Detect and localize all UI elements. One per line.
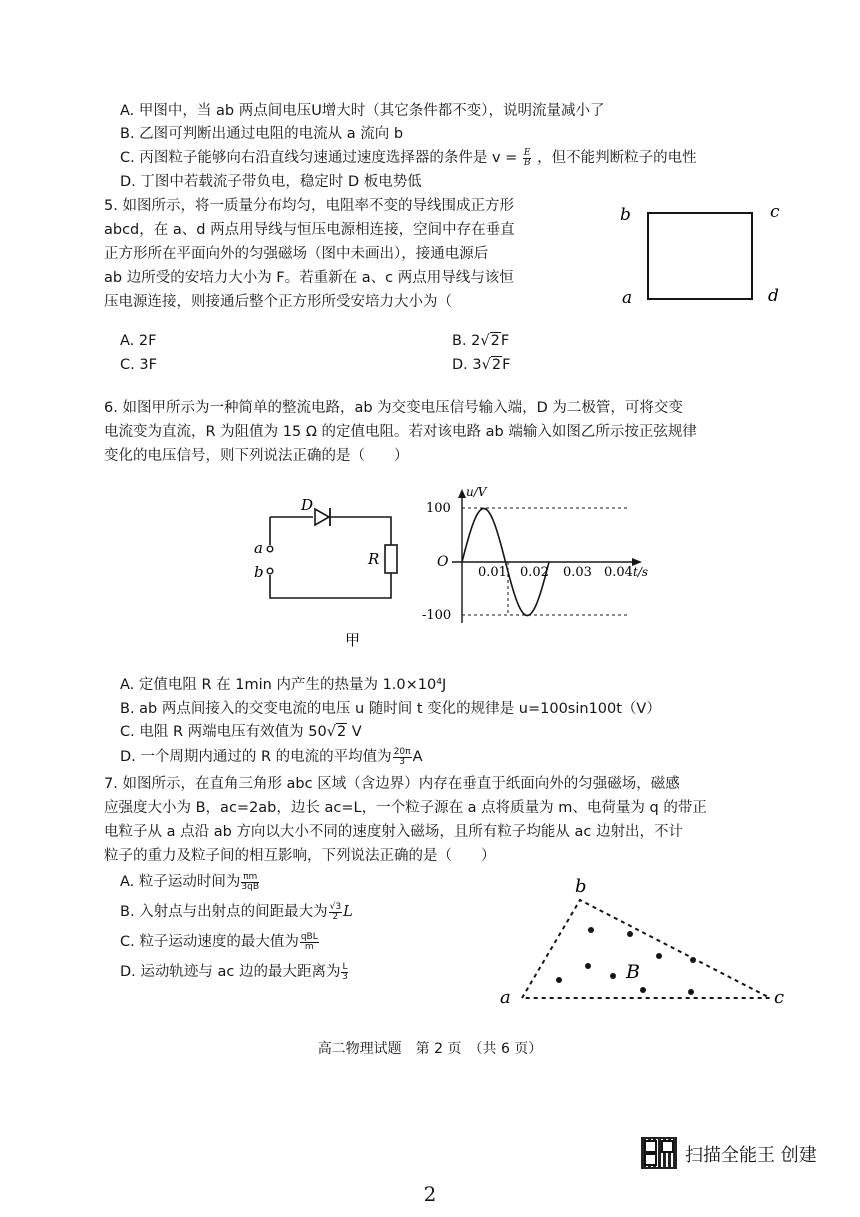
q7-stem-line-3: 电粒子从 a 点沿 ab 方向以大小不同的速度射入磁场，且所有粒子均能从 ac 边射出，不计 bbox=[104, 824, 683, 840]
q4-option-a: A. 甲图中，当 ab 两点间电压U增大时（其它条件都不变），说明流量减小了 bbox=[120, 103, 605, 119]
q4-option-d: D. 丁图中若载流子带负电，稳定时 D 板电势低 bbox=[120, 174, 422, 190]
q6-option-b: B. ab 两点间接入的交变电流的电压 u 随时间 t 变化的规律是 u=100sin100t（V） bbox=[120, 701, 661, 717]
q7-option-b: B. 入射点与出射点的间距最大为 $\frac{√3}{2}$ L bbox=[120, 901, 353, 922]
page-footer: 高二物理试题 第 2 页 （共 6 页） bbox=[317, 1041, 543, 1057]
q7-stem-line-2: 应强度大小为 B，ac=2ab，边长 ac=L，一个粒子源在 a 点将质量为 m、电荷量为 q 的带正 bbox=[104, 800, 707, 816]
xtick-3: 0.03 bbox=[563, 565, 592, 580]
xtick-1: 0.01 bbox=[478, 565, 507, 580]
xtick-2: 0.02 bbox=[520, 565, 549, 580]
q7-option-c: C. 粒子运动速度的最大值为 $\frac{\text{qBL}}{m}$ bbox=[120, 931, 318, 952]
resistor-icon bbox=[385, 545, 397, 573]
caption-jia: 甲 bbox=[345, 631, 361, 649]
label-D: D bbox=[301, 496, 314, 514]
q6-option-c: C. 电阻 R 两端电压有效值为 50√2 V bbox=[120, 724, 362, 740]
scanner-text: 扫描全能王 创建 bbox=[685, 1145, 817, 1166]
q6-option-d: D. 一个周期内通过的 R 的电流的平均值为 $\frac{20\pi}{3}$ A bbox=[120, 746, 423, 767]
q7-stem-line-1: 7. 如图所示，在直角三角形 abc 区域（含边界）内存在垂直于纸面向外的匀强磁场，磁感 bbox=[104, 776, 680, 792]
q6-stem-line-2: 电流变为直流，R 为阻值为 15 Ω 的定值电阻。若对该电路 ab 端输入如图乙所示按正弦规律 bbox=[104, 424, 697, 440]
q5-square-figure bbox=[610, 196, 800, 316]
q6-circuit-diagram bbox=[245, 495, 425, 655]
q7-option-a: A. 粒子运动时间为 $\frac{\pi m}{3qB}$ bbox=[120, 871, 260, 892]
q6-stem-line-1: 6. 如图甲所示为一种简单的整流电路，ab 为交变电压信号输入端，D 为二极管，可将交变 bbox=[104, 400, 683, 416]
graph-origin: O bbox=[437, 554, 449, 570]
label-d: d bbox=[768, 286, 779, 306]
label-a: a bbox=[622, 288, 633, 308]
q5-stem-line-1: 5. 如图所示，将一质量分布均匀，电阻率不变的导线围成正方形 bbox=[104, 198, 514, 214]
label-B: B bbox=[626, 961, 640, 983]
label-R: R bbox=[368, 550, 380, 568]
q5-stem-line-5: 压电源连接，则接通后整个正方形所受安培力大小为（ bbox=[104, 294, 452, 310]
q4-c-fraction: $\frac{E}{B}$ bbox=[523, 147, 531, 168]
q5-stem-line-4: ab 边所受的安培力大小为 F。若重新在 a、c 两点用导线与该恒 bbox=[104, 270, 514, 286]
label-b: b bbox=[575, 876, 587, 897]
label-a: a bbox=[254, 539, 263, 557]
q4-option-c: C. 丙图粒子能够向右沿直线匀速通过速度选择器的条件是 v = $\frac{E}{B}$ ，但不能判断粒子的电性 bbox=[120, 147, 697, 168]
q5-option-d: D. 3√2F bbox=[452, 357, 511, 373]
label-b: b bbox=[254, 563, 264, 581]
graph-ytop: 100 bbox=[426, 501, 451, 516]
scanner-watermark bbox=[641, 1135, 831, 1171]
q7-option-d: D. 运动轨迹与 ac 边的最大距离为 $\frac{L}{3}$ bbox=[120, 961, 348, 982]
page-number: 2 bbox=[423, 1182, 437, 1206]
q5-option-a: A. 2F bbox=[120, 333, 157, 349]
q6-option-a: A. 定值电阻 R 在 1min 内产生的热量为 1.0×10⁴J bbox=[120, 677, 447, 693]
square-abcd bbox=[648, 213, 752, 299]
label-b: b bbox=[620, 205, 631, 225]
label-c: c bbox=[770, 202, 780, 222]
graph-xlabel: t/s bbox=[633, 565, 649, 579]
triangle-abc bbox=[522, 900, 770, 998]
diode-icon bbox=[315, 509, 329, 525]
q5-stem-line-3: 正方形所在平面向外的匀强磁场（图中未画出），接通电源后 bbox=[104, 246, 489, 262]
graph-ybot: -100 bbox=[422, 608, 452, 623]
xtick-4: 0.04 bbox=[604, 565, 633, 580]
label-a: a bbox=[500, 987, 511, 1008]
q5-stem-line-2: abcd，在 a、d 两点用导线与恒压电源相连接，空间中存在垂直 bbox=[104, 222, 515, 238]
graph-ylabel: u/V bbox=[466, 485, 487, 499]
q7-stem-line-4: 粒子的重力及粒子间的相互影响，下列说法正确的是（ ） bbox=[104, 848, 496, 864]
q7-triangle-figure bbox=[495, 870, 795, 1010]
q6-voltage-graph bbox=[420, 485, 665, 630]
q4-option-b: B. 乙图可判断出通过电阻的电流从 a 流向 b bbox=[120, 126, 404, 142]
q6-stem-line-3: 变化的电压信号，则下列说法正确的是（ ） bbox=[104, 448, 409, 464]
label-c: c bbox=[774, 987, 785, 1008]
q5-option-c: C. 3F bbox=[120, 357, 157, 373]
q5-option-b: B. 2√2F bbox=[452, 333, 510, 349]
qr-code-icon bbox=[641, 1137, 677, 1169]
